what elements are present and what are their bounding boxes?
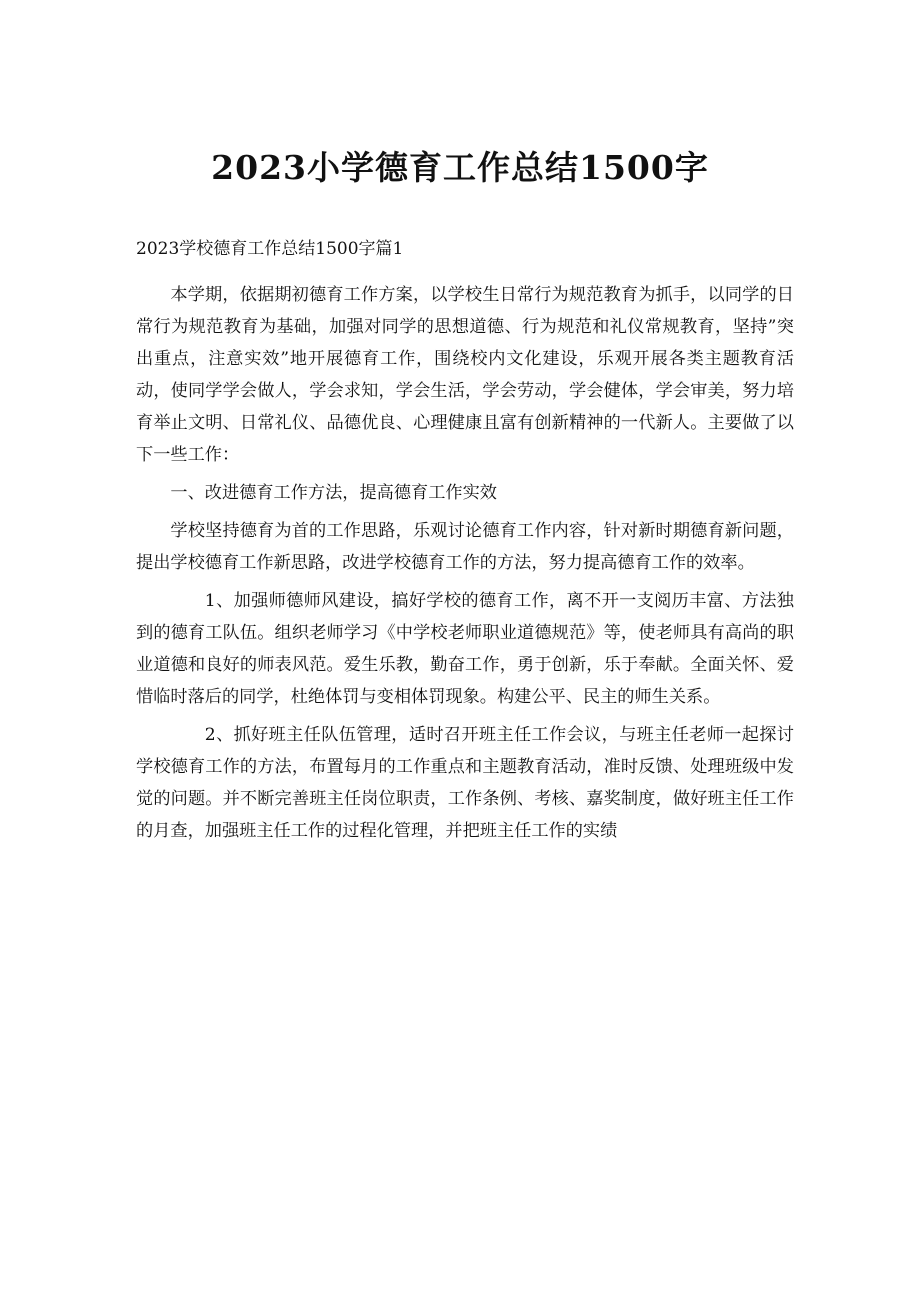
paragraph-approach: 学校坚持德育为首的工作思路，乐观讨论德育工作内容，针对新时期德育新问题，提出学校德育工作新思路，改进学校德育工作的方法，努力提高德育工作的效率。	[136, 521, 794, 573]
document-title: 2023小学德育工作总结1500字	[211, 148, 709, 187]
paragraph-item-2: 2、抓好班主任队伍管理，适时召开班主任工作会议，与班主任老师一起探讨学校德育工作的方法，布置每月的工作重点和主题教育活动，准时反馈、处理班级中发觉的问题。并不断完善班主任岗位职责，工作条例、考核、嘉奖制度，做好班主任工作的月查，加强班主任工作的过程化管理，并把班主任工作的实绩	[136, 725, 794, 841]
paragraph-section-heading: 一、改进德育工作方法，提高德育工作实效	[170, 483, 497, 503]
paragraph-item-1: 1、加强师德师风建设，搞好学校的德育工作，离不开一支阅历丰富、方法独到的德育工队伍。组织老师学习《中学校老师职业道德规范》等，使老师具有高尚的职业道德和良好的师表风范。爱生乐教，勤奋工作，勇于创新，乐于奉献。全面关怀、爱惜临时落后的同学，杜绝体罚与变相体罚现象。构建公平、民主的师生关系。	[136, 591, 794, 707]
paragraph-intro: 本学期，依据期初德育工作方案，以学校生日常行为规范教育为抓手，以同学的日常行为规范教育为基础，加强对同学的思想道德、行为规范和礼仪常规教育，坚持”突出重点，注意实效”地开展德育工作，围绕校内文化建设，乐观开展各类主题教育活动，使同学学会做人，学会求知，学会生活，学会劳动，学会健体，学会审美，努力培育举止文明、日常礼仪、品德优良、心理健康且富有创新精神的一代新人。主要做了以下一些工作：	[136, 285, 794, 465]
document-body	[136, 279, 794, 853]
section-subheading: 2023学校德育工作总结1500字篇1	[136, 239, 404, 259]
